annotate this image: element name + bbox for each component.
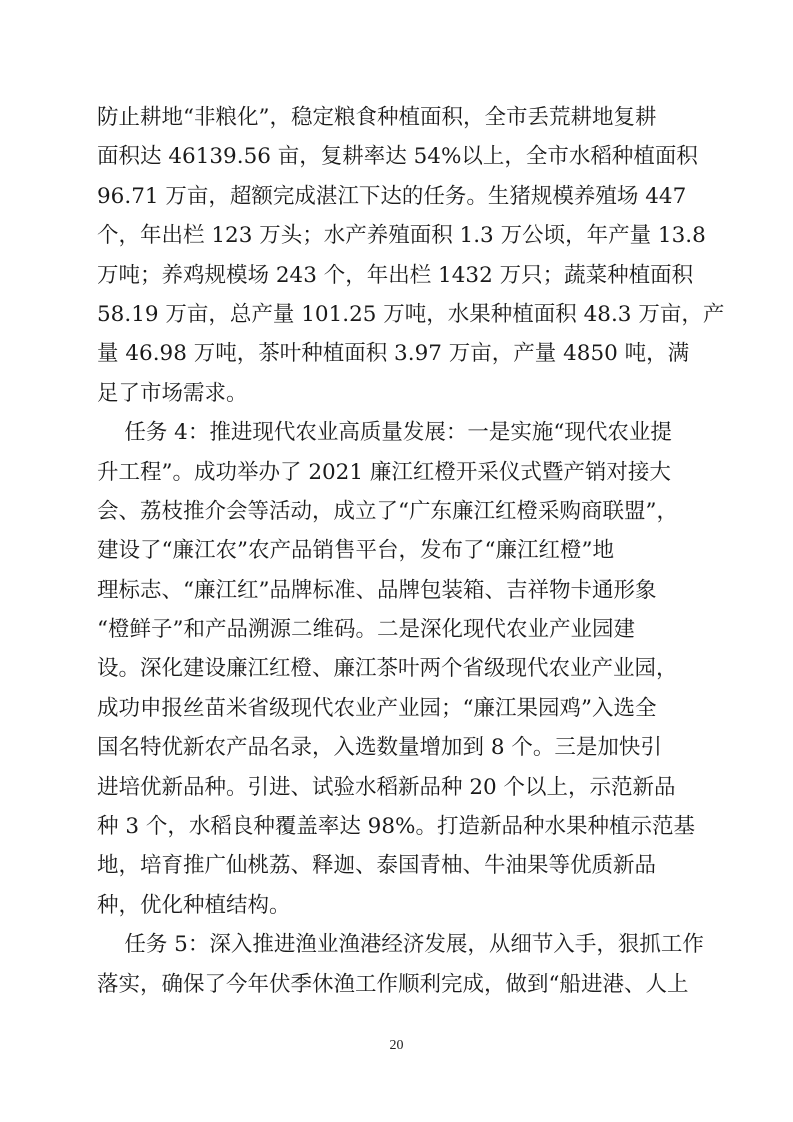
- text-line: 万吨；养鸡规模场 243 个，年出栏 1432 万只；蔬菜种植面积: [97, 262, 694, 288]
- text-line: 足了市场需求。: [97, 380, 248, 406]
- paragraph-start-line: 任务 5：深入推进渔业渔港经济发展，从细节入手，狠抓工作: [97, 932, 704, 958]
- document-body: [97, 98, 725, 1004]
- text-line: 落实，确保了今年伏季休渔工作顺利完成，做到“船进港、人上: [97, 971, 689, 997]
- text-line: “橙鲜子”和产品溯源二维码。二是深化现代农业产业园建: [97, 617, 635, 643]
- text-line: 种，优化种植结构。: [97, 892, 291, 918]
- text-line: 58.19 万亩，总产量 101.25 万吨，水果种植面积 48.3 万亩，产: [97, 301, 725, 327]
- text-line: 会、荔枝推介会等活动，成立了“广东廉江红橙采购商联盟”，: [97, 498, 678, 524]
- text-line: 面积达 46139.56 亩，复耕率达 54%以上，全市水稻种植面积: [97, 144, 698, 170]
- text-line: 个，年出栏 123 万头；水产养殖面积 1.3 万公顷，年产量 13.8: [97, 223, 706, 249]
- text-line: 设。深化建设廉江红橙、廉江茶叶两个省级现代农业产业园，: [97, 656, 678, 682]
- text-line: 理标志、“廉江红”品牌标准、品牌包装箱、吉祥物卡通形象: [97, 577, 657, 603]
- text-line: 量 46.98 万吨，茶叶种植面积 3.97 万亩，产量 4850 吨，满: [97, 341, 690, 367]
- text-line: 96.71 万亩，超额完成湛江下达的任务。生猪规模养殖场 447: [97, 183, 687, 209]
- text-line: 升工程”。成功举办了 2021 廉江红橙开采仪式暨产销对接大: [97, 459, 671, 485]
- text-line: 成功申报丝苗米省级现代农业产业园；“廉江果园鸡”入选全: [97, 695, 657, 721]
- text-line: 防止耕地“非粮化”，稳定粮食种植面积，全市丢荒耕地复耕: [97, 105, 657, 130]
- text-line: 地，培育推广仙桃荔、释迦、泰国青柚、牛油果等优质新品: [97, 853, 657, 879]
- text-line: 国名特优新农产品名录，入选数量增加到 8 个。三是加快引: [97, 735, 662, 761]
- text-line: 种 3 个，水稻良种覆盖率达 98%。打造新品种水果种植示范基: [97, 814, 695, 840]
- text-line: 进培优新品种。引进、试验水稻新品种 20 个以上，示范新品: [97, 774, 676, 800]
- text-line: 建设了“廉江农”农产品销售平台，发布了“廉江红橙”地: [97, 538, 614, 564]
- page-number: 20: [389, 1038, 404, 1053]
- paragraph-start-line: 任务 4：推进现代农业高质量发展：一是实施“现代农业提: [97, 420, 672, 446]
